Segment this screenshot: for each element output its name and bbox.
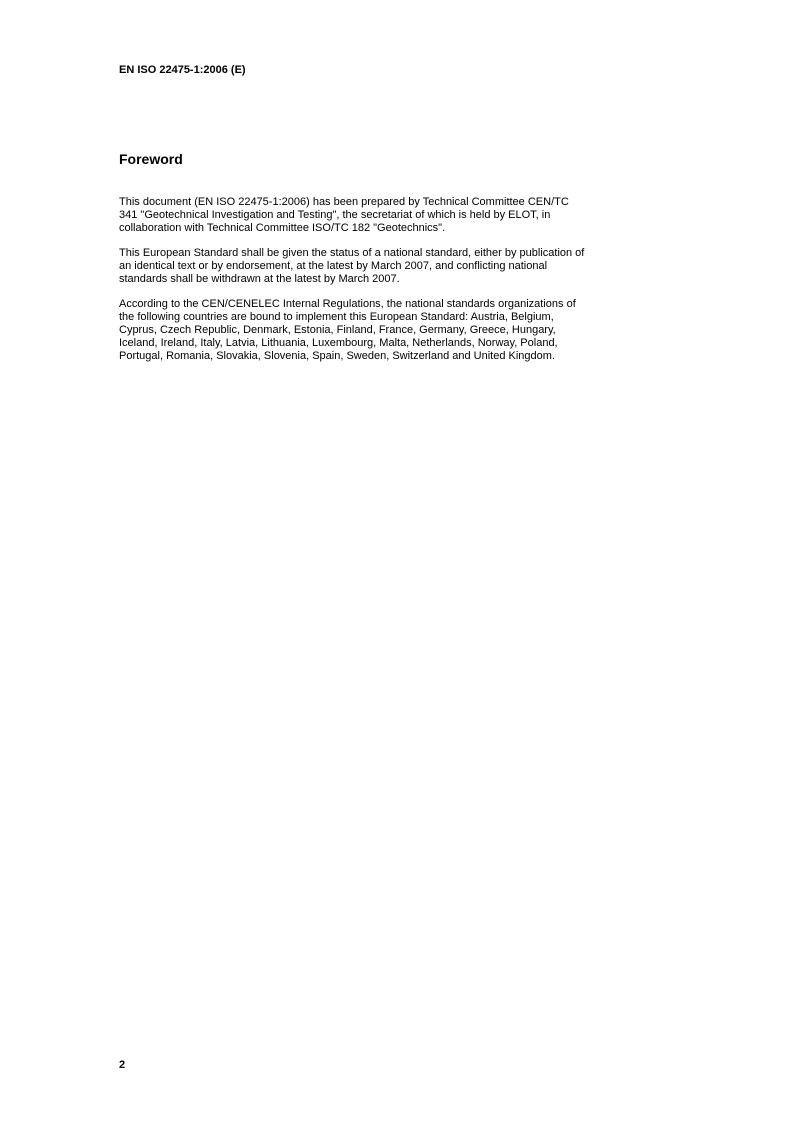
document-identifier: EN ISO 22475-1:2006 (E) xyxy=(119,64,246,76)
paragraph-preparation: This document (EN ISO 22475-1:2006) has been prepared by Technical Committee CEN/TC 341 "Geotechnical Investigation and Testing", the secretariat of which is held by ELOT, in collaboration with Technical Committee ISO/TC 182 "Geotechnics". xyxy=(119,196,569,234)
foreword-body xyxy=(119,196,699,375)
paragraph-countries: According to the CEN/CENELEC Internal Regulations, the national standards organizations of the following countries are bound to implement this European Standard: Austria, Belgium, Cyprus, Czech Republic, Denmark, Estonia, Finland, France, Germany, Greece, Hungary, Iceland, Ireland, Italy, Latvia, Lithuania, Luxembourg, Malta, Netherlands, Norway, Poland, Portugal, Romania, Slovakia, Slovenia, Spain, Sweden, Switzerland and United Kingdom. xyxy=(119,298,576,362)
paragraph-status: This European Standard shall be given the status of a national standard, either by publication of an identical text or by endorsement, at the latest by March 2007, and conflicting national standards shall be withdrawn at the latest by March 2007. xyxy=(119,247,585,285)
section-title: Foreword xyxy=(119,151,183,167)
page-number: 2 xyxy=(119,1059,126,1071)
